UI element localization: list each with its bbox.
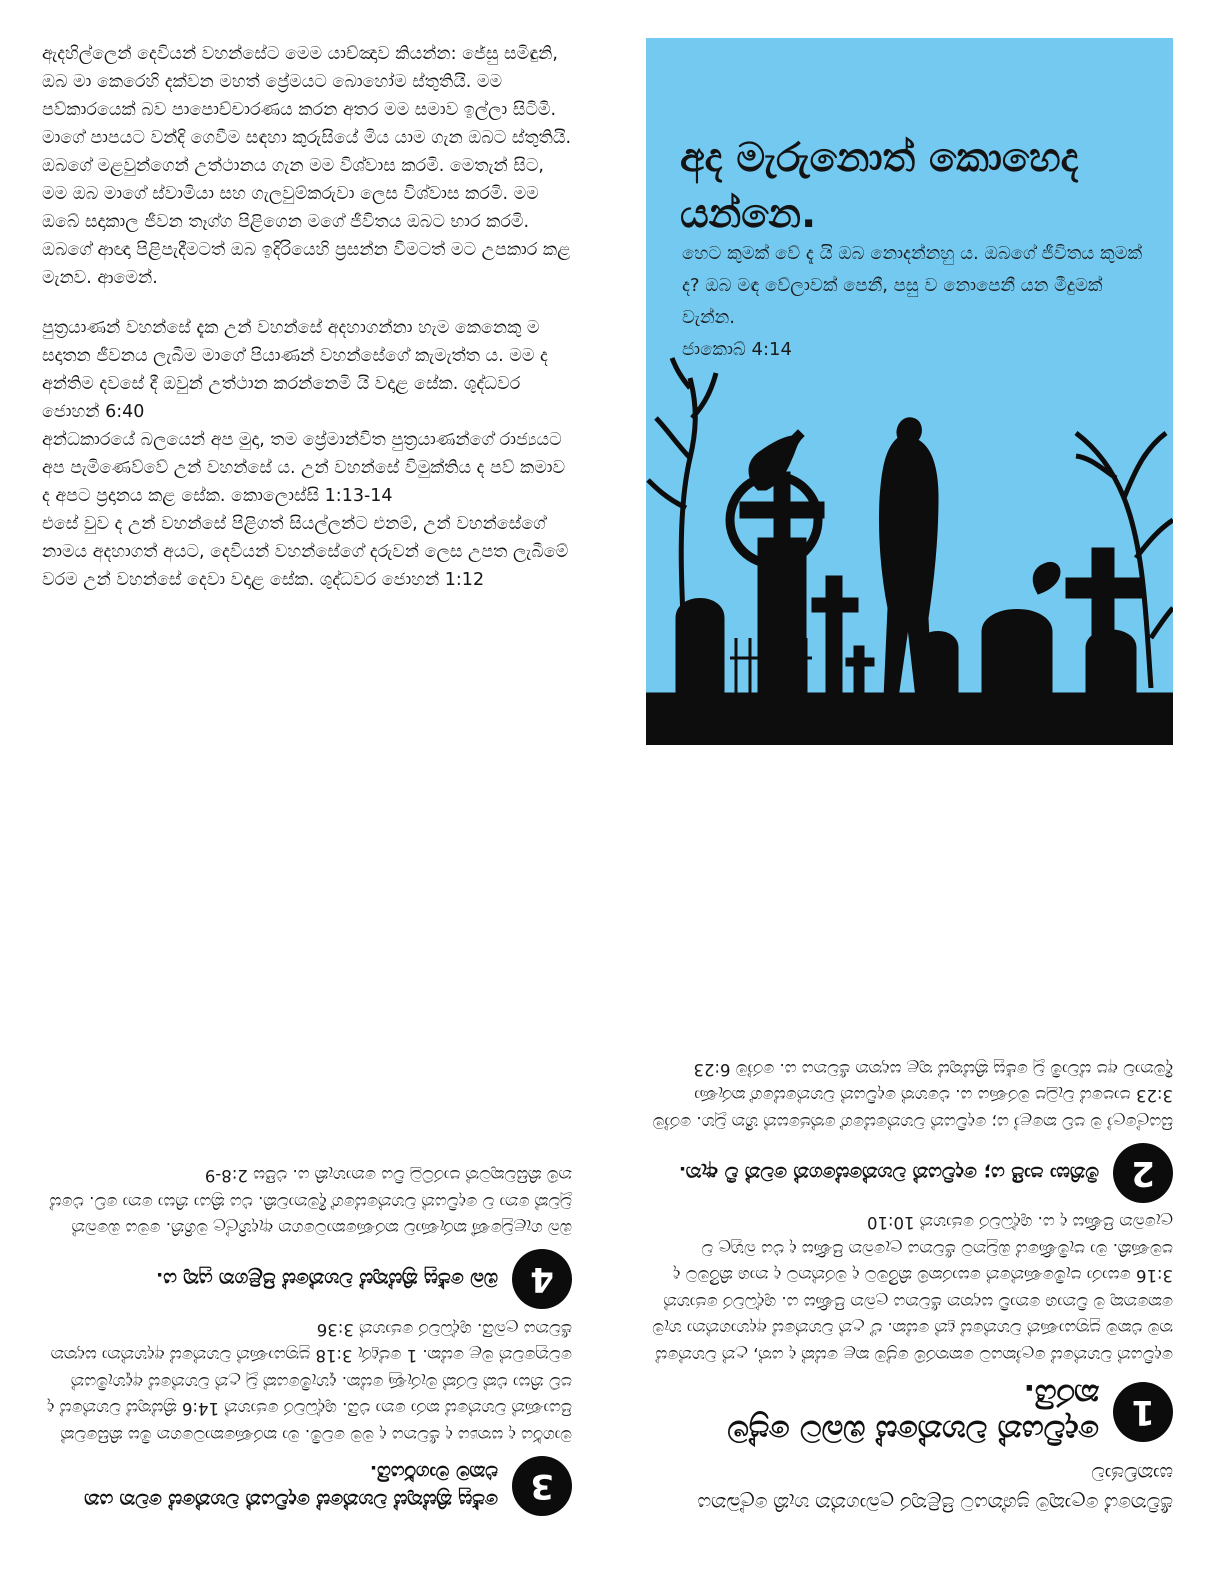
- cover-verse-block: [682, 238, 1152, 366]
- small-cross-icon: [812, 576, 858, 702]
- section-number-badge: 2: [1113, 1143, 1173, 1203]
- paragraph-spacer: [42, 292, 572, 314]
- standing-man-icon: [879, 418, 938, 698]
- upside-down-panel-left: [42, 836, 572, 1516]
- raven-right-icon: [1033, 562, 1060, 594]
- section-number-badge: 1: [1113, 1382, 1173, 1442]
- section-2-heading: [646, 1143, 1173, 1203]
- section-body: [646, 1056, 1173, 1136]
- cover-verse-text: හෙට කුමක් වේ දැ යි ඔබ නොදන්නහු ය. ඔබගේ ජීවිතය කුමක් ද? ඔබ මඳ වේලාවක් පෙනී, පසු ව නොපෙනී යන මීදුමක් වැන්න.: [682, 243, 1143, 328]
- section-number-badge: 3: [512, 1456, 572, 1516]
- section-1-text: දෙවියන් වහන්සේ ලෝකයට කෙතරම් ප්‍රේම කළ සේක් ද යත්, උන් වහන්සේ තම එකම පුත්‍රයාණන් වහන්සේ දුන් සේක. ඒ උන් වහන්සේ අදහාගන්නා හැම කෙනෙකු ම විනාශ නොවී සදාතන ජීවනය ලබන පිණිස ය. ශුද්ධවර ජොහන් 3:16 සොරා පැමිණෙන්නේ සොරකම් කිරීමට ද මරන්නට ද නාශ කිරීමට ද පමණකි. මා පැමිණියේ ඔවුනට ජීවනය ලැබෙන පිණිස ද එය බහුල ව ලැබෙන පිණිස ද ය. ශුද්ධවර ජොහන් 10:10: [652, 1213, 1173, 1365]
- cover-headline: අද මැරුනොත් කොහෙද යන්නෙ.: [680, 135, 1079, 237]
- section-3-text: මාර්ගය ද සත්‍යය ද ජීවනය ද මම වෙමි. මා කරණකොටගෙන මිස කිසිවෙක් පියාණන් වහන්සේ කරා නො එයි. ශුද්ධවර ජොහන් 14:6 ක්‍රිස්තුස් වහන්සේ ද පව් නිසා එක් වරක් මැරුණු සේක. දැහැමියෙක් වූ උන් වහන්සේ අදැහැමියන් වෙනුවෙන් මළ සේක. 1 පේදුරු 3:18 පුත්‍රයාණන් වහන්සේ අදහන්නා සදාතන ජීවනය ලබයි. ශුද්ධවර ජොහන් 3:36: [47, 1320, 572, 1445]
- prayer-paragraph: ඇදහිල්ලෙන් දෙවියන් වහන්සේට මෙම යාච්ඤාව කියන්න: ජේසු සමිඳුනි, ඔබ මා කෙරෙහි දක්වන මහත් ප්‍රේමයට බොහෝම ස්තුතියි. මම පව්කාරයෙක් බව පාපොච්චාරණය කරන අතර මම සමාව ඉල්ලා සිටිමි. මාගේ පාපයට වන්දි ගෙවීම සඳහා කුරුසියේ මිය යාම ගැන ඔබට ස්තුතියි. ඔබගේ මළවුන්ගෙන් උත්ථානය ගැන මම විශ්වාස කරමි. මෙතැන් සිට, මම ඔබ මාගේ ස්වාමියා සහ ගැලවුම්කරුවා ලෙස විශ්වාස කරමි. මම ඔබේ සදාකාල ජීවන තෑග්ග පිළිගෙන මගේ ජීවිතය ඔබට භාර කරමි. ඔබගේ ආඥා පිළිපැදීමටත් ඔබ ඉදිරියෙහි ප්‍රසන්න වීමටත් මට උපකාර කළ මැනව. ආමෙන්.: [42, 44, 572, 288]
- cover-verse-reference: ජාකොබ් 4:14: [682, 339, 792, 360]
- panel-intro-text: ජීවිතයේ ලොකුම ප්‍රශ්නයට පිළිතුර ලබාගන්න හැකි ලේඛනය: [697, 1492, 1173, 1514]
- section-title: ඔබ ජේසු ක්‍රිස්තුස් වහන්සේ පිළිගත යුතු ය.: [156, 1268, 498, 1291]
- scripture-john-1-12: එසේ වුව ද උන් වහන්සේ පිළිගත් සියල්ලන්ට එනම්, උන් වහන්සේගේ නාමය අදහාගත් අයට, දෙවියන් වහන්සේගේ දරුවන් ලෙස උපත ලැබීමේ වරම උන් වහන්සේ දෙවා වදාළ සේක. ශුද්ධවර ජොහන් 1:12: [42, 514, 569, 590]
- section-body: [42, 1316, 572, 1449]
- section-3-heading: [42, 1456, 572, 1516]
- scripture-john-6-40: පුත්‍රයාණන් වහන්සේ දැක උන් වහන්සේ අදහාගන්නා හැම කෙනෙකු ම සදාතන ජීවනය ලැබීම මාගේ පියාණන් වහන්සේගේ කැමැත්ත ය. මම ද අන්තිම දවසේ දී ඔවුන් උත්ථාන කරන්නෙමි යි වදාළ සේක. ශුද්ධවර ජොහන් 6:40: [42, 318, 548, 422]
- section-4-text: ඔබ ගැළවුණේ කරුණාව කරණකොටගෙන ඇදහිල්ල මගිනි. මෙය ඔබෙන් වූවක් නො ව දෙවියන් වහන්සේගේ දීමනාවකි. එය ක්‍රියා නිසා නො වේ. එසේ නම් කිසිවකුටත් පාරට්ටු විය නොහැකි ය. එපීස 2:8-9: [49, 1166, 572, 1239]
- section-4-heading: [42, 1250, 572, 1310]
- upside-down-panel-right: [646, 818, 1173, 1518]
- section-2-text: සියල්ලෝ ම පව් කළෝ ය; දෙවියන් වහන්සේගේ තේජසෙන් හීන වූහ. රෝම 3:23 පාපයේ වැටුප මරණය ය. එහෙත් දෙවියන් වහන්සේගේ කරුණා දීමනාව අප ස්වාමි වූ ජේසු ක්‍රිස්තුස් තුළ සදාතන ජීවනය ය. රෝම 6:23: [652, 1060, 1173, 1132]
- scripture-colossians-1-13: අන්ධකාරයේ බලයෙන් අප මුදා, තම ප්‍රේමාන්විත පුත්‍රයාණන්ගේ රාජ්‍යයට අප පැමිණෙව්වේ උන් වහන්සේ ය. උන් වහන්සේ විමුක්තිය ද පව් කමාව ද අපට ප්‍රදානය කළ සේක. කොලොස්සි 1:13-14: [42, 430, 566, 506]
- section-title: දෙවියන් වහන්සේ ඔබට ප්‍රේම කරයි.: [727, 1377, 1099, 1448]
- ground-silhouette: [646, 693, 1173, 745]
- section-1-heading: [646, 1376, 1173, 1448]
- tombstone-left-icon: [676, 599, 724, 699]
- section-title: ජේසු ක්‍රිස්තුස් වහන්සේ දෙවියන් වහන්සේ වෙත යන එකම මාර්ගයයි.: [84, 1461, 498, 1511]
- panel-intro: [646, 1458, 1173, 1518]
- section-body: [42, 1162, 572, 1242]
- section-body: [646, 1209, 1173, 1368]
- panel-intro-continued: සාකච්ඡාව: [1091, 1462, 1173, 1484]
- tract-cover-panel: [646, 38, 1173, 745]
- prayer-and-scripture-column: [42, 40, 572, 594]
- section-title: මිනිසා පාපී ය; දෙවියන් වහන්සේගෙන් වෙන් වී ඇත.: [678, 1162, 1099, 1184]
- section-number-badge: 4: [512, 1250, 572, 1310]
